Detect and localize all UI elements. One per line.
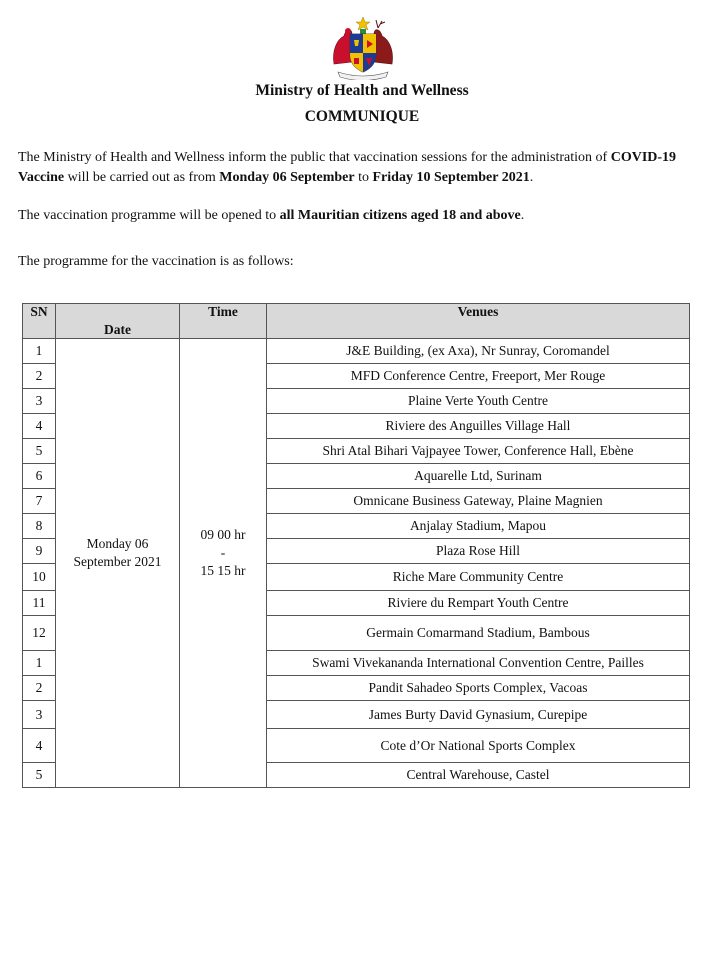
header-time: Time bbox=[180, 304, 267, 339]
date-line-1: Monday 06 bbox=[86, 536, 149, 551]
row-sn: 1 bbox=[23, 651, 56, 676]
intro-text-1: The Ministry of Health and Wellness inform the public that vaccination sessions for the administration of bbox=[18, 150, 611, 165]
row-sn: 2 bbox=[23, 676, 56, 701]
intro-vaccine: COVID-19 Vaccine bbox=[18, 150, 677, 185]
time-cell bbox=[180, 339, 267, 788]
row-venue: Germain Comarmand Stadium, Bambous bbox=[267, 616, 690, 651]
row-sn: 12 bbox=[23, 616, 56, 651]
intro-paragraph bbox=[18, 148, 708, 188]
row-venue: Pandit Sahadeo Sports Complex, Vacoas bbox=[267, 676, 690, 701]
intro-start-date: Monday 06 September bbox=[219, 170, 355, 185]
eligibility-text-1: The vaccination programme will be opened to bbox=[18, 208, 280, 223]
schedule-body bbox=[23, 339, 690, 788]
row-sn: 3 bbox=[23, 701, 56, 729]
row-venue: Riche Mare Community Centre bbox=[267, 564, 690, 591]
communique-heading: COMMUNIQUE bbox=[304, 108, 420, 125]
intro-text-3: to bbox=[354, 170, 373, 185]
row-venue: Aquarelle Ltd, Surinam bbox=[267, 464, 690, 489]
header-date: Date bbox=[56, 304, 180, 339]
row-sn: 11 bbox=[23, 591, 56, 616]
vaccination-schedule-table bbox=[22, 303, 690, 788]
intro-end-date: Friday 10 September 2021 bbox=[372, 170, 530, 185]
row-venue: Riviere des Anguilles Village Hall bbox=[267, 414, 690, 439]
eligibility-group: all Mauritian citizens aged 18 and above bbox=[279, 208, 521, 223]
row-sn: 4 bbox=[23, 414, 56, 439]
row-venue: Anjalay Stadium, Mapou bbox=[267, 514, 690, 539]
header-sn: SN bbox=[23, 304, 56, 339]
intro-text-2: will be carried out as from bbox=[64, 170, 220, 185]
row-venue: Riviere du Rempart Youth Centre bbox=[267, 591, 690, 616]
ministry-title: Ministry of Health and Wellness bbox=[255, 82, 469, 99]
row-venue: Central Warehouse, Castel bbox=[267, 763, 690, 788]
time-start: 09 00 hr bbox=[200, 527, 246, 542]
row-sn: 8 bbox=[23, 514, 56, 539]
date-cell bbox=[56, 339, 180, 788]
date-line-2: September 2021 bbox=[73, 554, 162, 569]
row-venue: MFD Conference Centre, Freeport, Mer Rouge bbox=[267, 364, 690, 389]
row-venue: Cote d’Or National Sports Complex bbox=[267, 729, 690, 763]
row-sn: 1 bbox=[23, 339, 56, 364]
header-venues: Venues bbox=[267, 304, 690, 339]
row-venue: J&E Building, (ex Axa), Nr Sunray, Coromandel bbox=[267, 339, 690, 364]
row-venue: Plaine Verte Youth Centre bbox=[267, 389, 690, 414]
row-venue: Shri Atal Bihari Vajpayee Tower, Conference Hall, Ebène bbox=[267, 439, 690, 464]
eligibility-paragraph bbox=[18, 206, 708, 226]
row-sn: 6 bbox=[23, 464, 56, 489]
row-venue: Plaza Rose Hill bbox=[267, 539, 690, 564]
row-venue: Swami Vivekananda International Convention Centre, Pailles bbox=[267, 651, 690, 676]
table-row bbox=[23, 339, 690, 364]
row-sn: 5 bbox=[23, 439, 56, 464]
row-sn: 2 bbox=[23, 364, 56, 389]
row-venue: James Burty David Gynasium, Curepipe bbox=[267, 701, 690, 729]
programme-intro: The programme for the vaccination is as follows: bbox=[18, 254, 294, 269]
row-sn: 5 bbox=[23, 763, 56, 788]
row-sn: 4 bbox=[23, 729, 56, 763]
time-separator: - bbox=[220, 545, 226, 560]
time-end: 15 15 hr bbox=[200, 563, 246, 578]
eligibility-text-2: . bbox=[520, 208, 525, 223]
row-sn: 7 bbox=[23, 489, 56, 514]
row-sn: 3 bbox=[23, 389, 56, 414]
row-venue: Omnicane Business Gateway, Plaine Magnien bbox=[267, 489, 690, 514]
intro-text-4: . bbox=[529, 170, 534, 185]
coat-of-arms-icon bbox=[330, 14, 396, 80]
table-header-row bbox=[23, 304, 690, 339]
row-sn: 9 bbox=[23, 539, 56, 564]
row-sn: 10 bbox=[23, 564, 56, 591]
